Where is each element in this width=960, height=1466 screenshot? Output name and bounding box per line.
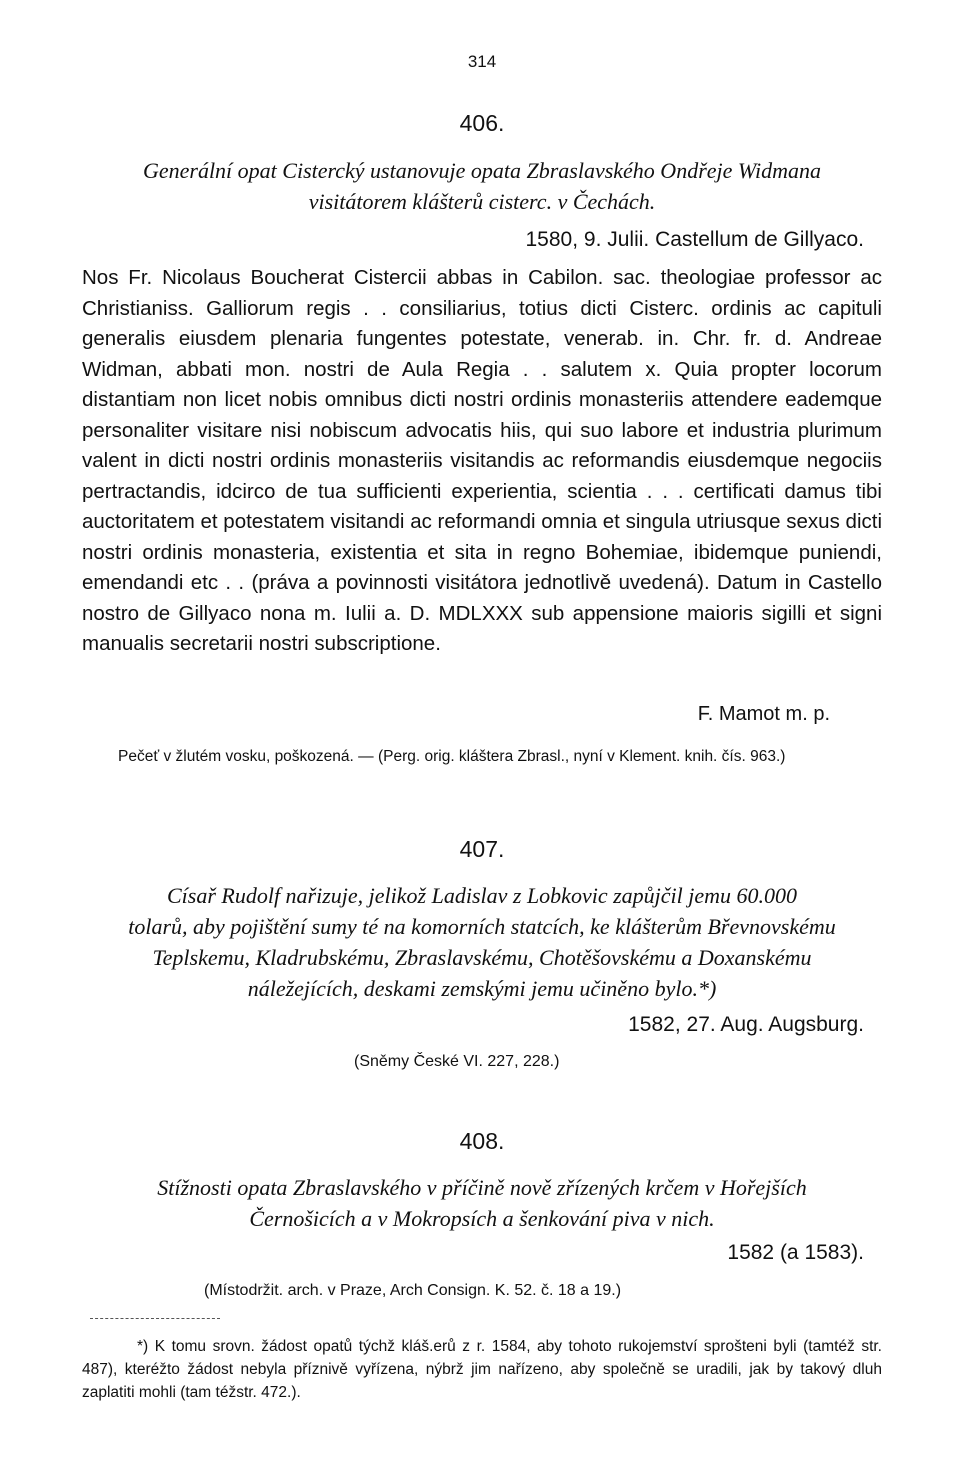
dateline-406: 1580, 9. Julii. Castellum de Gillyaco. — [525, 228, 864, 251]
heading-line: Černošicích a v Mokropsích a šenkování piva v nich. — [249, 1206, 715, 1231]
dateline-408: 1582 (a 1583). — [727, 1241, 864, 1264]
heading-line: Generální opat Cistercký ustanovuje opata Zbraslavského Ondřeje Widmana — [142, 158, 822, 183]
document-number-406: 406. — [459, 110, 505, 136]
heading-line: náležejících, deskami zemskými jemu učiněno bylo.*) — [247, 976, 717, 1001]
footnote: *) K tomu srovn. žádost opatů týchž kláš.erů z r. 1584, aby tohoto rukojemství sprošteni byli (tamtéž str. 487), kteréžto žádost nebyla příznivě vyřízena, nýbrž jim nařízeno, aby společně se uradili, jak by takový dluh zaplatiti mohli (tam téžstr. 472.). — [82, 1338, 882, 1401]
source-407: (Sněmy České VI. 227, 228.) — [354, 1053, 560, 1070]
heading-line: Císař Rudolf nařizuje, jelikož Ladislav z Lobkovic zapůjčil jemu 60.000 — [166, 883, 798, 908]
seal-note: Pečeť v žlutém vosku, poškozená. — (Perg. orig. kláštera Zbrasl., nyní v Klement. knih. čís. 963.) — [118, 748, 786, 765]
document-heading-407 — [82, 880, 882, 1004]
dateline-407: 1582, 27. Aug. Augsburg. — [628, 1013, 864, 1036]
document-body-406 — [82, 263, 882, 660]
heading-line: Teplskemu, Kladrubskému, Zbraslavskému, Chotěšovskému a Doxanskému — [152, 945, 812, 970]
heading-line: Stížnosti opata Zbraslavského v příčině nově zřízených krčem v Hořejších — [157, 1175, 807, 1200]
document-number-407: 407. — [459, 836, 505, 862]
document-number-408: 408. — [459, 1128, 505, 1154]
footnote-divider — [90, 1318, 220, 1319]
document-heading-406 — [82, 155, 882, 217]
heading-line: tolarů, aby pojištění sumy té na komorních statcích, ke klášterům Břevnovskému — [128, 914, 836, 939]
document-heading-408 — [82, 1172, 882, 1234]
body-paragraph: Nos Fr. Nicolaus Boucherat Cistercii abbas in Cabilon. sac. theologiae professor ac Christianiss. Galliorum regis . . consiliarius, totius dicti Cisterc. ordinis ac capituli generalis eiusdem plenaria fungentes potestate, venerab. in. Chr. fr. d. Andreae Widman, abbati mon. nostri de Aula Regia . . salutem x. Quia propter locorum distantiam non licet nobis omnibus dicti nostri ordinis monasteriis attendere eademque personaliter visitare nisi nobiscum advocatis hiis, qui suo labore et industria plurimum valent in dicti nostri ordinis monasteriis visitandis ac reformandis eiusdemque negociis pertractandis, idcirco de tua sufficienti experientia, scientia . . . certificati damus tibi auctoritatem et potestatem visitandi ac reformandi omnia et singula utriusque sexus dicti nostri ordinis monasteria, existentia et sita in regno Bohemiae, ibidemque puniendi, emendandi etc . . (práva a povinnosti visitátora jednotlivě uvedená). Datum in Castello nostro de Gillyaco nona m. Iulii a. D. MDLXXX sub appensione maioris sigilli et signi manualis secretarii nostri subscriptione. — [82, 266, 882, 655]
source-408: (Místodržit. arch. v Praze, Arch Consign. K. 52. č. 18 a 19.) — [204, 1282, 622, 1299]
page-number: 314 — [467, 52, 497, 71]
signature: F. Mamot m. p. — [697, 703, 830, 725]
heading-line: visitátorem klášterů cisterc. v Čechách. — [308, 189, 656, 214]
